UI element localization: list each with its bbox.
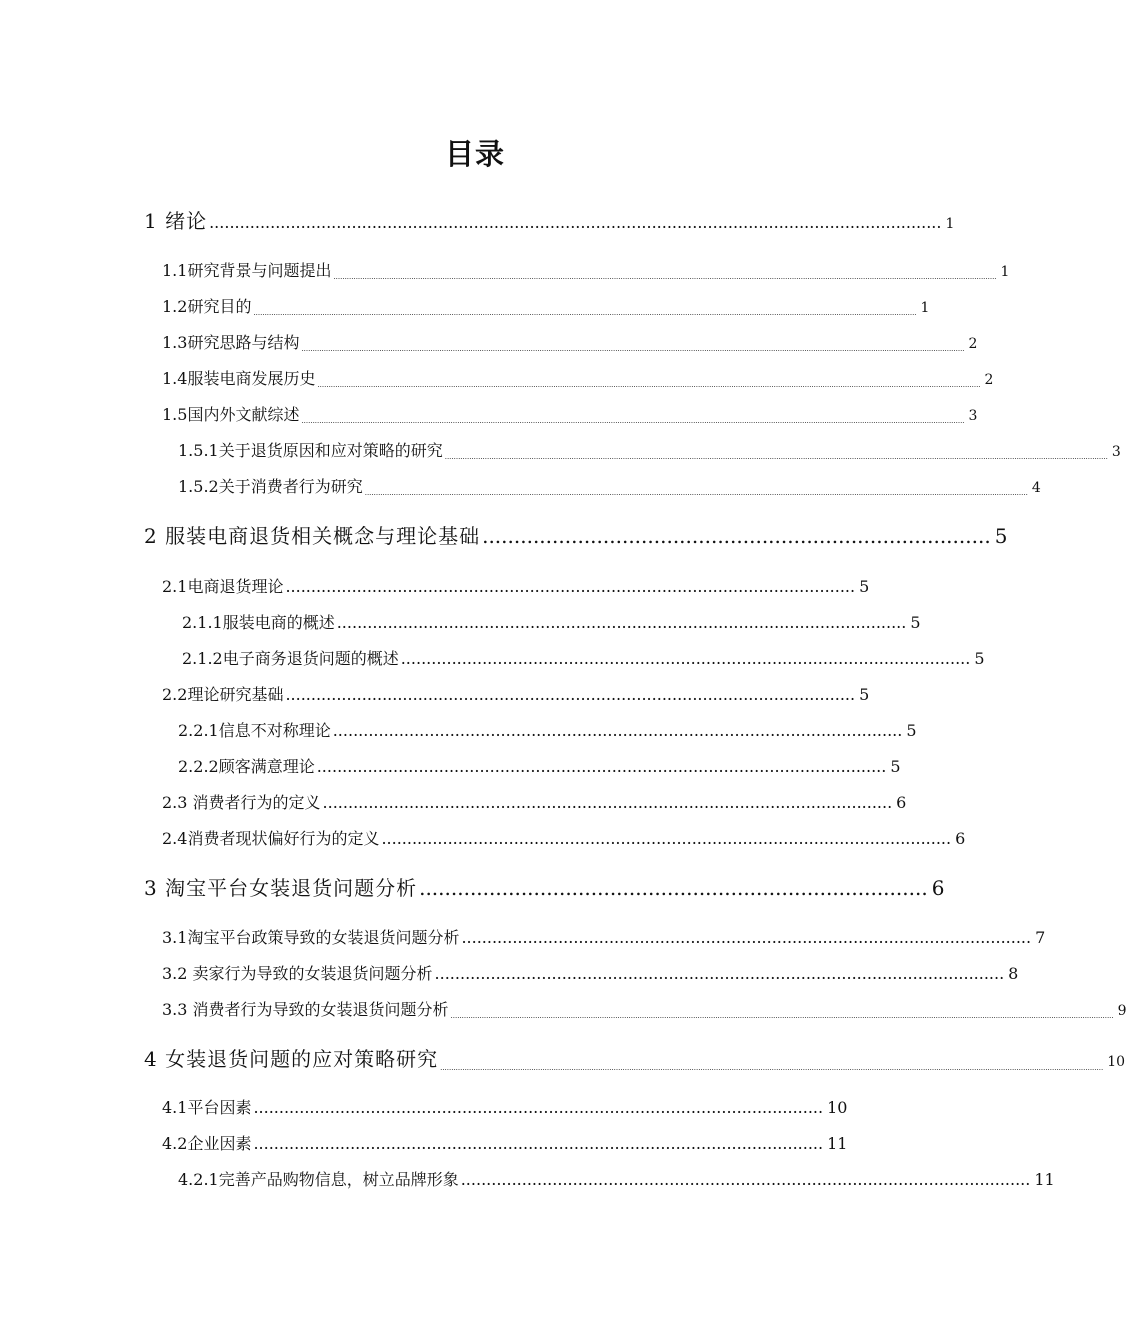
toc-entry-page: 3 <box>968 408 978 424</box>
toc-entry-page: 5 <box>859 685 870 704</box>
dot-leader: .......................................................................................................................................................................................................................................................................................................... <box>444 453 1108 461</box>
dot-leader: ................................................................................................................ <box>322 793 893 812</box>
toc-entry[interactable] <box>162 366 994 389</box>
toc-entry-page: 2 <box>984 372 994 388</box>
dot-leader: ................................................................................................................ <box>316 757 887 776</box>
dot-leader: ................................................................................................................ <box>381 829 952 848</box>
toc-entry-label: 4.2.1完善产品购物信息，树立品牌形象 <box>178 1170 459 1189</box>
toc-entry-label: 2.1电商退货理论 <box>162 577 284 596</box>
dot-leader: ................................................................................ <box>419 876 928 900</box>
toc-entry-label: 1 绪论 <box>144 209 208 233</box>
toc-entry[interactable] <box>162 997 1127 1020</box>
dot-leader: .......................................................................................................................................................................................................................................................................................................... <box>333 273 997 281</box>
toc-entry-page: 2 <box>968 336 978 352</box>
toc-entry[interactable] <box>162 1095 848 1118</box>
toc-entry-label: 2.4消费者现状偏好行为的定义 <box>162 829 380 848</box>
dot-leader: ................................................................................................................ <box>253 1098 824 1117</box>
toc-entry[interactable] <box>162 961 1019 984</box>
toc-entry-page: 5 <box>974 649 985 668</box>
dot-leader: .......................................................................................................................................................................................................................................................................................................... <box>301 345 965 353</box>
toc-entry-label: 3.2 卖家行为导致的女装退货问题分析 <box>162 964 433 983</box>
toc-entry-label: 2.2.2顾客满意理论 <box>178 757 315 776</box>
dot-leader: ................................................................................................................ <box>461 928 1032 947</box>
toc-entry[interactable] <box>182 610 921 633</box>
toc-entry-label: 2 服装电商退货相关概念与理论基础 <box>144 524 481 548</box>
toc-entry-page: 5 <box>910 613 921 632</box>
toc-entry[interactable] <box>144 1043 1126 1072</box>
toc-entry[interactable] <box>178 1167 1055 1190</box>
toc-entry-page: 11 <box>1034 1170 1055 1189</box>
toc-entry[interactable] <box>178 474 1041 497</box>
toc-entry-label: 1.2研究目的 <box>162 297 252 316</box>
dot-leader: .......................................................................................................................................................................................................................................................................................................... <box>317 381 981 389</box>
toc-entry-page: 5 <box>859 577 870 596</box>
dot-leader: ................................................................................................................ <box>332 721 903 740</box>
toc-entry-page: 6 <box>955 829 966 848</box>
toc-entry[interactable] <box>178 438 1121 461</box>
toc-entry-label: 1.4服装电商发展历史 <box>162 369 316 388</box>
dot-leader: ................................................................................................................ <box>253 1134 824 1153</box>
toc-entry-label: 2.2.1信息不对称理论 <box>178 721 331 740</box>
toc-entry-label: 4.2企业因素 <box>162 1134 252 1153</box>
toc-entry-label: 1.1研究背景与问题提出 <box>162 261 332 280</box>
toc-entry[interactable] <box>162 330 978 353</box>
dot-leader: ................................................................................ <box>482 524 991 548</box>
toc-entry-page: 1 <box>1000 264 1010 280</box>
toc-entry[interactable] <box>182 646 985 669</box>
toc-entry-page: 5 <box>994 524 1008 548</box>
dot-leader: .......................................................................................................................................................................................................................................................................................................... <box>450 1012 1114 1020</box>
dot-leader: .......................................................................................................................................................................................................................................................................................................... <box>364 489 1028 497</box>
toc-entry-label: 2.1.2电子商务退货问题的概述 <box>182 649 399 668</box>
toc-entry-label: 4.1平台因素 <box>162 1098 252 1117</box>
dot-leader: ................................................................................................................ <box>285 685 856 704</box>
toc-entry-page: 8 <box>1008 964 1019 983</box>
dot-leader: .......................................................................................................................................................................................................................................................................................................... <box>253 309 917 317</box>
toc-entry-label: 2.3 消费者行为的定义 <box>162 793 321 812</box>
toc-entry-page: 1 <box>920 300 930 316</box>
page-title: 目录 <box>444 137 505 171</box>
toc-entry[interactable] <box>162 574 870 597</box>
dot-leader: ................................................................................................................ <box>336 613 907 632</box>
toc-entry[interactable] <box>144 520 1008 549</box>
toc-entry-page: 10 <box>1107 1054 1126 1070</box>
toc-entry-page: 4 <box>1031 480 1041 496</box>
toc-entry[interactable] <box>162 682 870 705</box>
dot-leader: .......................................................................................................................................................................................................................................................................................................... <box>440 1064 1104 1072</box>
toc-entry-page: 5 <box>906 721 917 740</box>
toc-entry-page: 11 <box>827 1134 848 1153</box>
toc-entry[interactable] <box>162 925 1046 948</box>
toc-entry-page: 5 <box>890 757 901 776</box>
dot-leader: ................................................................................................................ <box>434 964 1005 983</box>
toc-entry-label: 4 女装退货问题的应对策略研究 <box>144 1047 439 1071</box>
toc-entry-label: 3 淘宝平台女装退货问题分析 <box>144 876 418 900</box>
toc-entry-label: 3.1淘宝平台政策导致的女装退货问题分析 <box>162 928 460 947</box>
toc-entry-label: 3.3 消费者行为导致的女装退货问题分析 <box>162 1000 449 1019</box>
toc-entry[interactable] <box>178 754 901 777</box>
dot-leader: .......................................................................................................................................................................................................................................................................................................... <box>301 417 965 425</box>
toc-entry[interactable] <box>162 402 978 425</box>
toc-entry-label: 1.3研究思路与结构 <box>162 333 300 352</box>
toc-entry[interactable] <box>162 790 907 813</box>
toc-entry-page: 6 <box>896 793 907 812</box>
toc-entry[interactable] <box>162 258 1010 281</box>
dot-leader: ................................................................................................................ <box>285 577 856 596</box>
dot-leader: ................................................................................................................................................ <box>209 213 942 232</box>
toc-entry[interactable] <box>162 826 966 849</box>
dot-leader: ................................................................................................................ <box>400 649 971 668</box>
toc-entry-label: 1.5国内外文献综述 <box>162 405 300 424</box>
toc-entry[interactable] <box>144 872 945 901</box>
toc-entry[interactable] <box>178 718 917 741</box>
toc-entry[interactable] <box>162 294 930 317</box>
toc-entry-page: 7 <box>1035 928 1046 947</box>
toc-entry-page: 10 <box>827 1098 848 1117</box>
toc-entry[interactable] <box>144 205 955 234</box>
toc-entry[interactable] <box>162 1131 848 1154</box>
toc-entry-label: 2.1.1服装电商的概述 <box>182 613 335 632</box>
dot-leader: ................................................................................................................ <box>460 1170 1031 1189</box>
toc-entry-label: 1.5.1关于退货原因和应对策略的研究 <box>178 441 443 460</box>
toc-entry-page: 1 <box>945 216 955 232</box>
toc-entry-page: 9 <box>1117 1003 1127 1019</box>
toc-entry-page: 6 <box>931 876 945 900</box>
toc-entry-page: 3 <box>1111 444 1121 460</box>
toc-entry-label: 1.5.2关于消费者行为研究 <box>178 477 363 496</box>
toc-entry-label: 2.2理论研究基础 <box>162 685 284 704</box>
